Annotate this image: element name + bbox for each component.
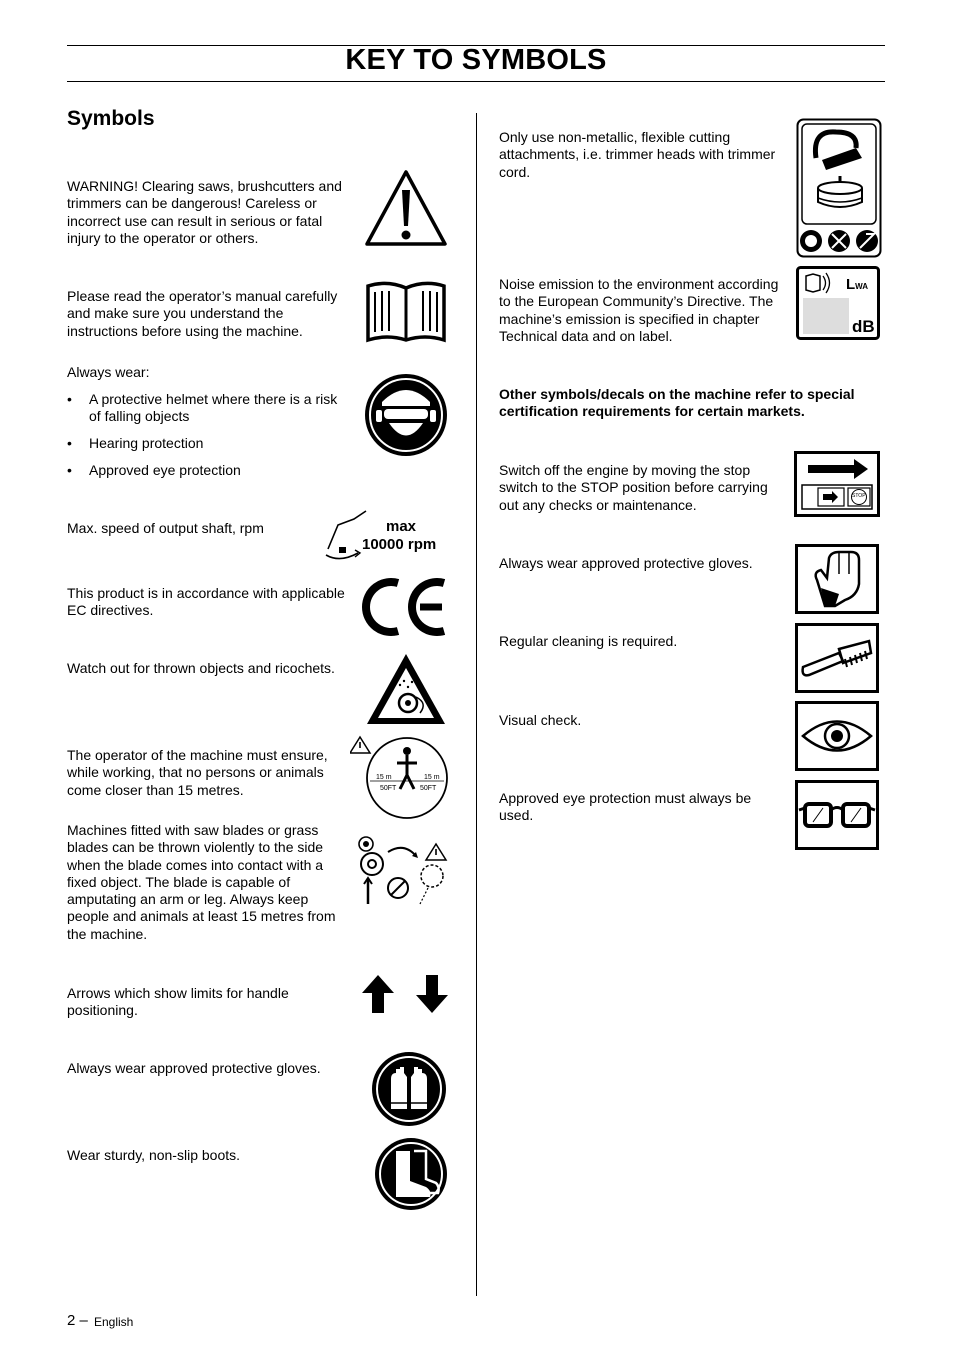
blade-thrust-icon — [352, 834, 450, 910]
cleaning-brush-icon — [795, 623, 879, 693]
gloves-circle-icon — [371, 1051, 447, 1127]
gloves-text-right: Always wear approved protective gloves. — [499, 555, 753, 571]
distance-label-ft-right: 50FT — [420, 785, 437, 792]
lwa-label — [846, 276, 868, 295]
distance-label-m-left: 15 m — [376, 774, 392, 781]
stop-switch-icon — [794, 451, 880, 517]
gloves-text-left: Always wear approved protective gloves. — [67, 1060, 321, 1076]
handle-arrows-icon — [360, 973, 450, 1015]
blade-thrust-text: Machines fitted with saw blades or grass blades can be thrown violently to the side when the blade comes into contact with a fixed object. The blade is capable of amputating an arm or leg. Always keep people and animals at least 15 metres from the machine. — [67, 822, 336, 942]
header-rule-bottom — [67, 81, 885, 82]
warning-text: WARNING! Clearing saws, brushcutters and trimmers can be dangerous! Careless or incorrect use can result in serious or fatal injury to the operator or others. — [67, 178, 342, 246]
max-speed-text: Max. speed of output shaft, rpm — [67, 520, 264, 536]
max-label: max — [386, 518, 417, 535]
ce-mark-icon — [362, 574, 452, 640]
glove-icon — [795, 544, 879, 614]
warning-triangle-icon — [364, 168, 448, 248]
visual-check-text: Visual check. — [499, 712, 582, 728]
page-title: KEY TO SYMBOLS — [345, 44, 607, 76]
bullet-dot: • — [67, 462, 72, 478]
boots-circle-icon — [374, 1137, 448, 1211]
trimmer-head-icon — [796, 118, 882, 258]
other-symbols-text: Other symbols/decals on the machine refer to special certification requirements for certain markets. — [499, 386, 855, 420]
section-heading: Symbols — [67, 107, 155, 130]
bullet-eye: Approved eye protection — [89, 462, 241, 478]
stop-switch-text: Switch off the engine by moving the stop switch to the STOP position before carrying out any checks or maintenance. — [499, 462, 768, 513]
footer-language: English — [94, 1315, 134, 1329]
lwa-letter: L — [846, 276, 856, 293]
bullet-dot: • — [67, 391, 72, 407]
safety-distance-text: The operator of the machine must ensure, while working, that no persons or animals come closer than 15 metres. — [67, 747, 328, 798]
lwa-subscript: WA — [855, 282, 869, 291]
rpm-label: 10000 rpm — [362, 536, 437, 553]
eye-icon — [795, 701, 879, 771]
column-divider — [476, 113, 477, 1296]
distance-label-m-right: 15 m — [424, 774, 440, 781]
bullet-helmet: A protective helmet where there is a risk of falling objects — [89, 391, 338, 425]
ce-text: This product is in accordance with applicable EC directives. — [67, 585, 345, 619]
thrown-objects-icon — [364, 651, 448, 727]
max-speed-icon — [322, 505, 448, 565]
stop-label: STOP — [852, 493, 866, 499]
helmet-visor-icon — [363, 372, 449, 458]
handle-arrows-text: Arrows which show limits for handle positioning. — [67, 985, 289, 1019]
thrown-objects-text: Watch out for thrown objects and ricochets. — [67, 660, 335, 676]
manual-text: Please read the operator’s manual carefully and make sure you understand the instructions before using the machine. — [67, 288, 338, 339]
non-metallic-text: Only use non-metallic, flexible cutting attachments, i.e. trimmer heads with trimmer cord. — [499, 129, 776, 180]
eye-protection-text: Approved eye protection must always be used. — [499, 790, 752, 824]
bullet-dot: • — [67, 435, 72, 451]
open-book-icon — [363, 278, 449, 344]
cleaning-text: Regular cleaning is required. — [499, 633, 678, 649]
page-number: 2 – — [67, 1312, 88, 1329]
boots-text: Wear sturdy, non-slip boots. — [67, 1147, 241, 1163]
distance-label-ft-left: 50FT — [380, 785, 397, 792]
bullet-hearing: Hearing protection — [89, 435, 204, 451]
noise-emission-text: Noise emission to the environment according to the European Community’s Directive. The machine’s emission is specified in chapter Technical data and on label. — [499, 276, 779, 344]
db-label: dB — [852, 317, 875, 336]
always-wear-label: Always wear: — [67, 364, 150, 380]
glasses-icon — [795, 780, 879, 850]
